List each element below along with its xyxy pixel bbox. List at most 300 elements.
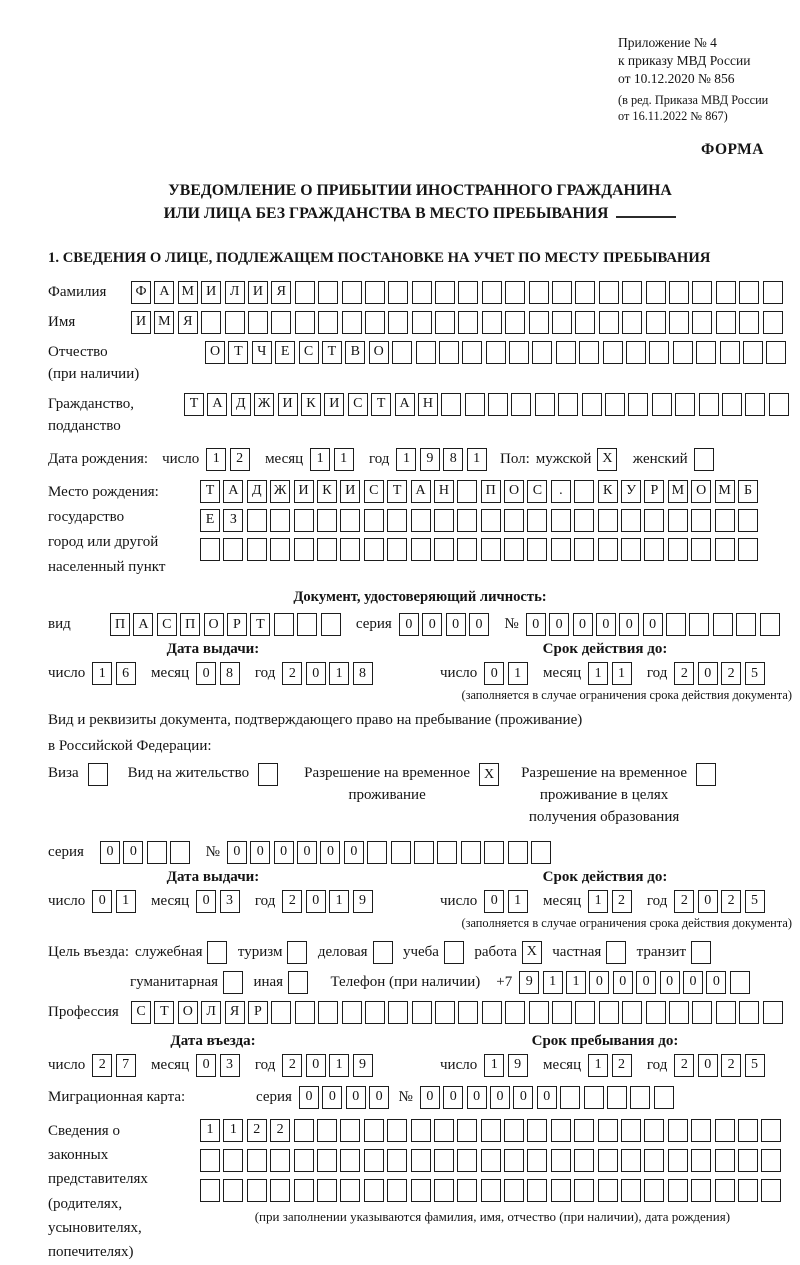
form-cell[interactable]: М xyxy=(715,480,735,503)
form-cell[interactable] xyxy=(551,1179,571,1202)
form-cell[interactable] xyxy=(552,311,572,334)
form-cell[interactable] xyxy=(294,509,314,532)
form-cell[interactable]: Я xyxy=(271,281,291,304)
form-cell[interactable] xyxy=(668,1149,688,1172)
form-cell[interactable] xyxy=(599,281,619,304)
form-cell[interactable] xyxy=(605,393,625,416)
form-cell[interactable]: 1 xyxy=(116,890,136,913)
form-cell[interactable]: 0 xyxy=(698,662,718,685)
form-cell[interactable] xyxy=(318,311,338,334)
form-cell[interactable]: 5 xyxy=(745,890,765,913)
form-cell[interactable]: 5 xyxy=(745,662,765,685)
form-cell[interactable] xyxy=(317,1119,337,1142)
form-cell[interactable] xyxy=(317,538,337,561)
form-cell[interactable]: Н xyxy=(418,393,438,416)
form-cell[interactable]: А xyxy=(223,480,243,503)
form-cell[interactable]: 0 xyxy=(513,1086,533,1109)
form-cell[interactable] xyxy=(434,1179,454,1202)
form-cell[interactable]: Ч xyxy=(252,341,272,364)
form-cell[interactable] xyxy=(435,281,455,304)
form-cell[interactable] xyxy=(691,509,711,532)
form-cell[interactable]: П xyxy=(481,480,501,503)
form-cell[interactable] xyxy=(761,1149,781,1172)
form-cell[interactable] xyxy=(411,1179,431,1202)
form-cell[interactable]: 2 xyxy=(674,662,694,685)
form-cell[interactable] xyxy=(435,311,455,334)
form-cell[interactable] xyxy=(434,1119,454,1142)
form-cell[interactable]: 1 xyxy=(329,1054,349,1077)
form-cell[interactable]: О xyxy=(178,1001,198,1024)
form-cell[interactable] xyxy=(575,311,595,334)
form-cell[interactable]: Н xyxy=(434,480,454,503)
form-cell[interactable] xyxy=(317,1149,337,1172)
form-cell[interactable] xyxy=(761,1119,781,1142)
form-cell[interactable]: Ф xyxy=(131,281,151,304)
form-cell[interactable]: И xyxy=(324,393,344,416)
form-cell[interactable]: О xyxy=(205,341,225,364)
form-cell[interactable]: Т xyxy=(184,393,204,416)
form-cell[interactable]: 0 xyxy=(706,971,726,994)
form-cell[interactable] xyxy=(342,1001,362,1024)
form-cell[interactable]: 1 xyxy=(508,890,528,913)
form-cell[interactable]: Т xyxy=(200,480,220,503)
form-cell[interactable] xyxy=(223,538,243,561)
form-cell[interactable]: И xyxy=(278,393,298,416)
form-cell[interactable]: 2 xyxy=(92,1054,112,1077)
form-cell[interactable]: 0 xyxy=(613,971,633,994)
form-cell[interactable] xyxy=(340,1119,360,1142)
form-cell[interactable]: 0 xyxy=(320,841,340,864)
form-cell[interactable]: Т xyxy=(154,1001,174,1024)
form-cell[interactable]: 0 xyxy=(297,841,317,864)
form-cell[interactable] xyxy=(457,480,477,503)
form-cell[interactable] xyxy=(644,1119,664,1142)
form-cell[interactable]: Д xyxy=(247,480,267,503)
form-cell[interactable] xyxy=(529,1001,549,1024)
form-cell[interactable]: А xyxy=(154,281,174,304)
form-cell[interactable] xyxy=(715,538,735,561)
form-cell[interactable] xyxy=(529,311,549,334)
form-cell[interactable] xyxy=(769,393,789,416)
form-cell[interactable]: Д xyxy=(231,393,251,416)
form-cell[interactable]: В xyxy=(345,341,365,364)
form-cell[interactable] xyxy=(713,613,733,636)
checkbox[interactable] xyxy=(223,971,243,994)
form-cell[interactable] xyxy=(715,509,735,532)
form-cell[interactable] xyxy=(551,1119,571,1142)
form-cell[interactable]: 2 xyxy=(230,448,250,471)
form-cell[interactable] xyxy=(247,1179,267,1202)
form-cell[interactable] xyxy=(482,311,502,334)
form-cell[interactable]: 0 xyxy=(250,841,270,864)
form-cell[interactable]: 0 xyxy=(619,613,639,636)
form-cell[interactable] xyxy=(342,311,362,334)
form-cell[interactable] xyxy=(340,1149,360,1172)
form-cell[interactable] xyxy=(458,311,478,334)
form-cell[interactable] xyxy=(652,393,672,416)
form-cell[interactable]: 0 xyxy=(274,841,294,864)
form-cell[interactable] xyxy=(225,311,245,334)
form-cell[interactable]: 0 xyxy=(196,662,216,685)
form-cell[interactable]: 1 xyxy=(484,1054,504,1077)
form-cell[interactable]: 2 xyxy=(612,1054,632,1077)
form-cell[interactable] xyxy=(505,1001,525,1024)
form-cell[interactable]: 1 xyxy=(588,1054,608,1077)
form-cell[interactable] xyxy=(200,1149,220,1172)
form-cell[interactable]: 0 xyxy=(467,1086,487,1109)
form-cell[interactable]: 0 xyxy=(589,971,609,994)
form-cell[interactable]: Ж xyxy=(270,480,290,503)
form-cell[interactable] xyxy=(364,538,384,561)
form-cell[interactable] xyxy=(552,1001,572,1024)
form-cell[interactable] xyxy=(434,509,454,532)
form-cell[interactable] xyxy=(668,509,688,532)
form-cell[interactable] xyxy=(621,1119,641,1142)
form-cell[interactable] xyxy=(412,281,432,304)
form-cell[interactable] xyxy=(598,1119,618,1142)
form-cell[interactable] xyxy=(560,1086,580,1109)
form-cell[interactable] xyxy=(271,311,291,334)
form-cell[interactable] xyxy=(551,509,571,532)
form-cell[interactable] xyxy=(621,538,641,561)
form-cell[interactable]: А xyxy=(133,613,153,636)
form-cell[interactable]: С xyxy=(299,341,319,364)
form-cell[interactable] xyxy=(504,1149,524,1172)
form-cell[interactable] xyxy=(527,1179,547,1202)
form-cell[interactable] xyxy=(223,1179,243,1202)
form-cell[interactable]: С xyxy=(527,480,547,503)
form-cell[interactable]: 0 xyxy=(683,971,703,994)
form-cell[interactable] xyxy=(739,1001,759,1024)
form-cell[interactable]: 1 xyxy=(200,1119,220,1142)
checkbox[interactable] xyxy=(691,941,711,964)
form-cell[interactable] xyxy=(387,1149,407,1172)
form-cell[interactable]: 2 xyxy=(721,662,741,685)
form-cell[interactable] xyxy=(270,509,290,532)
form-cell[interactable] xyxy=(644,1149,664,1172)
form-cell[interactable]: 0 xyxy=(443,1086,463,1109)
form-cell[interactable] xyxy=(673,341,693,364)
form-cell[interactable] xyxy=(761,1179,781,1202)
residence-permit-checkbox[interactable] xyxy=(258,763,278,786)
form-cell[interactable]: А xyxy=(411,480,431,503)
form-cell[interactable] xyxy=(201,311,221,334)
form-cell[interactable] xyxy=(365,281,385,304)
form-cell[interactable] xyxy=(646,281,666,304)
form-cell[interactable]: 9 xyxy=(420,448,440,471)
form-cell[interactable]: 0 xyxy=(484,890,504,913)
form-cell[interactable] xyxy=(691,1119,711,1142)
form-cell[interactable] xyxy=(481,538,501,561)
form-cell[interactable]: 8 xyxy=(443,448,463,471)
form-cell[interactable] xyxy=(294,1119,314,1142)
form-cell[interactable]: 0 xyxy=(306,1054,326,1077)
form-cell[interactable]: М xyxy=(178,281,198,304)
form-cell[interactable] xyxy=(435,1001,455,1024)
form-cell[interactable]: 0 xyxy=(346,1086,366,1109)
checkbox[interactable] xyxy=(373,941,393,964)
form-cell[interactable] xyxy=(388,281,408,304)
form-cell[interactable] xyxy=(295,281,315,304)
form-cell[interactable]: 2 xyxy=(247,1119,267,1142)
form-cell[interactable] xyxy=(574,1149,594,1172)
form-cell[interactable] xyxy=(598,1149,618,1172)
form-cell[interactable]: 1 xyxy=(396,448,416,471)
form-cell[interactable]: 0 xyxy=(446,613,466,636)
form-cell[interactable] xyxy=(200,538,220,561)
form-cell[interactable]: Т xyxy=(387,480,407,503)
form-cell[interactable] xyxy=(715,1149,735,1172)
checkbox[interactable] xyxy=(207,941,227,964)
form-cell[interactable]: П xyxy=(180,613,200,636)
form-cell[interactable]: С xyxy=(157,613,177,636)
form-cell[interactable] xyxy=(603,341,623,364)
form-cell[interactable] xyxy=(715,1179,735,1202)
visa-checkbox[interactable] xyxy=(88,763,108,786)
form-cell[interactable] xyxy=(738,509,758,532)
form-cell[interactable] xyxy=(668,1119,688,1142)
form-cell[interactable] xyxy=(270,1179,290,1202)
form-cell[interactable]: О xyxy=(369,341,389,364)
form-cell[interactable] xyxy=(458,1001,478,1024)
form-cell[interactable] xyxy=(170,841,190,864)
form-cell[interactable] xyxy=(743,341,763,364)
form-cell[interactable] xyxy=(535,393,555,416)
form-cell[interactable] xyxy=(738,538,758,561)
form-cell[interactable] xyxy=(462,341,482,364)
form-cell[interactable]: 0 xyxy=(698,1054,718,1077)
form-cell[interactable]: 2 xyxy=(282,890,302,913)
form-cell[interactable] xyxy=(692,281,712,304)
form-cell[interactable]: 8 xyxy=(220,662,240,685)
form-cell[interactable]: 0 xyxy=(196,890,216,913)
form-cell[interactable]: 5 xyxy=(745,1054,765,1077)
form-cell[interactable] xyxy=(531,841,551,864)
form-cell[interactable]: З xyxy=(223,509,243,532)
form-cell[interactable]: 0 xyxy=(573,613,593,636)
form-cell[interactable]: 2 xyxy=(674,1054,694,1077)
form-cell[interactable] xyxy=(439,341,459,364)
form-cell[interactable]: 0 xyxy=(123,841,143,864)
form-cell[interactable]: М xyxy=(668,480,688,503)
form-cell[interactable]: А xyxy=(395,393,415,416)
checkbox[interactable] xyxy=(606,941,626,964)
form-cell[interactable] xyxy=(527,1149,547,1172)
form-cell[interactable] xyxy=(367,841,387,864)
form-cell[interactable]: С xyxy=(131,1001,151,1024)
form-cell[interactable] xyxy=(579,341,599,364)
form-cell[interactable] xyxy=(763,1001,783,1024)
form-cell[interactable] xyxy=(527,1119,547,1142)
form-cell[interactable] xyxy=(745,393,765,416)
form-cell[interactable]: 0 xyxy=(227,841,247,864)
form-cell[interactable] xyxy=(481,1179,501,1202)
form-cell[interactable] xyxy=(434,1149,454,1172)
form-cell[interactable]: 9 xyxy=(353,890,373,913)
form-cell[interactable] xyxy=(388,311,408,334)
form-cell[interactable]: 1 xyxy=(206,448,226,471)
form-cell[interactable] xyxy=(598,1179,618,1202)
form-cell[interactable] xyxy=(669,311,689,334)
form-cell[interactable] xyxy=(739,281,759,304)
form-cell[interactable]: Т xyxy=(371,393,391,416)
form-cell[interactable]: 2 xyxy=(721,890,741,913)
form-cell[interactable] xyxy=(532,341,552,364)
form-cell[interactable]: Б xyxy=(738,480,758,503)
form-cell[interactable]: О xyxy=(504,480,524,503)
form-cell[interactable] xyxy=(387,1119,407,1142)
form-cell[interactable] xyxy=(294,1149,314,1172)
form-cell[interactable]: 0 xyxy=(698,890,718,913)
form-cell[interactable]: 9 xyxy=(519,971,539,994)
form-cell[interactable] xyxy=(318,281,338,304)
form-cell[interactable] xyxy=(271,1001,291,1024)
form-cell[interactable] xyxy=(763,281,783,304)
form-cell[interactable] xyxy=(626,341,646,364)
form-cell[interactable]: 0 xyxy=(537,1086,557,1109)
form-cell[interactable] xyxy=(248,311,268,334)
form-cell[interactable] xyxy=(511,393,531,416)
form-cell[interactable] xyxy=(484,841,504,864)
form-cell[interactable]: 2 xyxy=(270,1119,290,1142)
form-cell[interactable] xyxy=(318,1001,338,1024)
form-cell[interactable]: К xyxy=(301,393,321,416)
form-cell[interactable]: 1 xyxy=(92,662,112,685)
form-cell[interactable] xyxy=(486,341,506,364)
form-cell[interactable] xyxy=(364,1149,384,1172)
form-cell[interactable]: Я xyxy=(178,311,198,334)
form-cell[interactable] xyxy=(692,1001,712,1024)
form-cell[interactable] xyxy=(738,1179,758,1202)
form-cell[interactable] xyxy=(716,1001,736,1024)
form-cell[interactable] xyxy=(575,1001,595,1024)
form-cell[interactable] xyxy=(270,538,290,561)
form-cell[interactable]: 1 xyxy=(329,662,349,685)
form-cell[interactable] xyxy=(649,341,669,364)
form-cell[interactable] xyxy=(551,538,571,561)
form-cell[interactable]: 1 xyxy=(467,448,487,471)
form-cell[interactable] xyxy=(716,281,736,304)
form-cell[interactable] xyxy=(504,1179,524,1202)
form-cell[interactable] xyxy=(411,509,431,532)
form-cell[interactable] xyxy=(364,509,384,532)
form-cell[interactable] xyxy=(675,393,695,416)
form-cell[interactable] xyxy=(482,1001,502,1024)
form-cell[interactable]: 0 xyxy=(549,613,569,636)
form-cell[interactable] xyxy=(387,538,407,561)
form-cell[interactable] xyxy=(598,538,618,561)
form-cell[interactable] xyxy=(505,311,525,334)
form-cell[interactable]: 0 xyxy=(636,971,656,994)
form-cell[interactable] xyxy=(416,341,436,364)
form-cell[interactable]: О xyxy=(691,480,711,503)
form-cell[interactable] xyxy=(200,1179,220,1202)
form-cell[interactable] xyxy=(458,281,478,304)
form-cell[interactable]: 0 xyxy=(526,613,546,636)
form-cell[interactable] xyxy=(551,1149,571,1172)
form-cell[interactable] xyxy=(340,1179,360,1202)
form-cell[interactable] xyxy=(646,1001,666,1024)
form-cell[interactable] xyxy=(481,1149,501,1172)
form-cell[interactable] xyxy=(622,281,642,304)
form-cell[interactable]: 0 xyxy=(306,890,326,913)
form-cell[interactable] xyxy=(574,480,594,503)
form-cell[interactable] xyxy=(574,509,594,532)
form-cell[interactable] xyxy=(527,538,547,561)
form-cell[interactable]: 3 xyxy=(220,890,240,913)
form-cell[interactable] xyxy=(504,509,524,532)
form-cell[interactable]: 1 xyxy=(329,890,349,913)
form-cell[interactable] xyxy=(505,281,525,304)
form-cell[interactable]: Р xyxy=(644,480,664,503)
form-cell[interactable] xyxy=(295,311,315,334)
form-cell[interactable] xyxy=(622,1001,642,1024)
form-cell[interactable]: П xyxy=(110,613,130,636)
form-cell[interactable]: 0 xyxy=(92,890,112,913)
form-cell[interactable]: 0 xyxy=(399,613,419,636)
form-cell[interactable]: М xyxy=(154,311,174,334)
form-cell[interactable] xyxy=(691,1179,711,1202)
form-cell[interactable] xyxy=(412,1001,432,1024)
form-cell[interactable] xyxy=(317,1179,337,1202)
form-cell[interactable]: 1 xyxy=(223,1119,243,1142)
form-cell[interactable] xyxy=(457,1119,477,1142)
form-cell[interactable] xyxy=(434,538,454,561)
form-cell[interactable] xyxy=(760,613,780,636)
form-cell[interactable] xyxy=(738,1119,758,1142)
form-cell[interactable]: 2 xyxy=(282,1054,302,1077)
form-cell[interactable]: 0 xyxy=(420,1086,440,1109)
form-cell[interactable] xyxy=(388,1001,408,1024)
form-cell[interactable] xyxy=(691,1149,711,1172)
form-cell[interactable] xyxy=(529,281,549,304)
form-cell[interactable] xyxy=(294,538,314,561)
checkbox[interactable] xyxy=(444,941,464,964)
form-cell[interactable] xyxy=(274,613,294,636)
form-cell[interactable] xyxy=(297,613,317,636)
form-cell[interactable] xyxy=(482,281,502,304)
form-cell[interactable]: 2 xyxy=(721,1054,741,1077)
form-cell[interactable]: 1 xyxy=(334,448,354,471)
form-cell[interactable] xyxy=(621,1179,641,1202)
temp-residence-checkbox[interactable]: X xyxy=(479,763,499,786)
form-cell[interactable] xyxy=(574,538,594,561)
form-cell[interactable]: 9 xyxy=(508,1054,528,1077)
form-cell[interactable]: 3 xyxy=(220,1054,240,1077)
form-cell[interactable] xyxy=(340,538,360,561)
form-cell[interactable]: 0 xyxy=(196,1054,216,1077)
form-cell[interactable] xyxy=(722,393,742,416)
form-cell[interactable] xyxy=(457,1179,477,1202)
form-cell[interactable] xyxy=(599,1001,619,1024)
temp-residence-education-checkbox[interactable] xyxy=(696,763,716,786)
form-cell[interactable] xyxy=(342,281,362,304)
form-cell[interactable]: 0 xyxy=(299,1086,319,1109)
form-cell[interactable]: И xyxy=(201,281,221,304)
form-cell[interactable]: К xyxy=(317,480,337,503)
form-cell[interactable] xyxy=(644,1179,664,1202)
form-cell[interactable]: 0 xyxy=(596,613,616,636)
form-cell[interactable]: 0 xyxy=(660,971,680,994)
form-cell[interactable] xyxy=(556,341,576,364)
form-cell[interactable] xyxy=(552,281,572,304)
form-cell[interactable] xyxy=(694,448,714,471)
form-cell[interactable]: Л xyxy=(225,281,245,304)
form-cell[interactable] xyxy=(391,841,411,864)
form-cell[interactable]: И xyxy=(340,480,360,503)
form-cell[interactable] xyxy=(696,341,716,364)
form-cell[interactable] xyxy=(387,509,407,532)
